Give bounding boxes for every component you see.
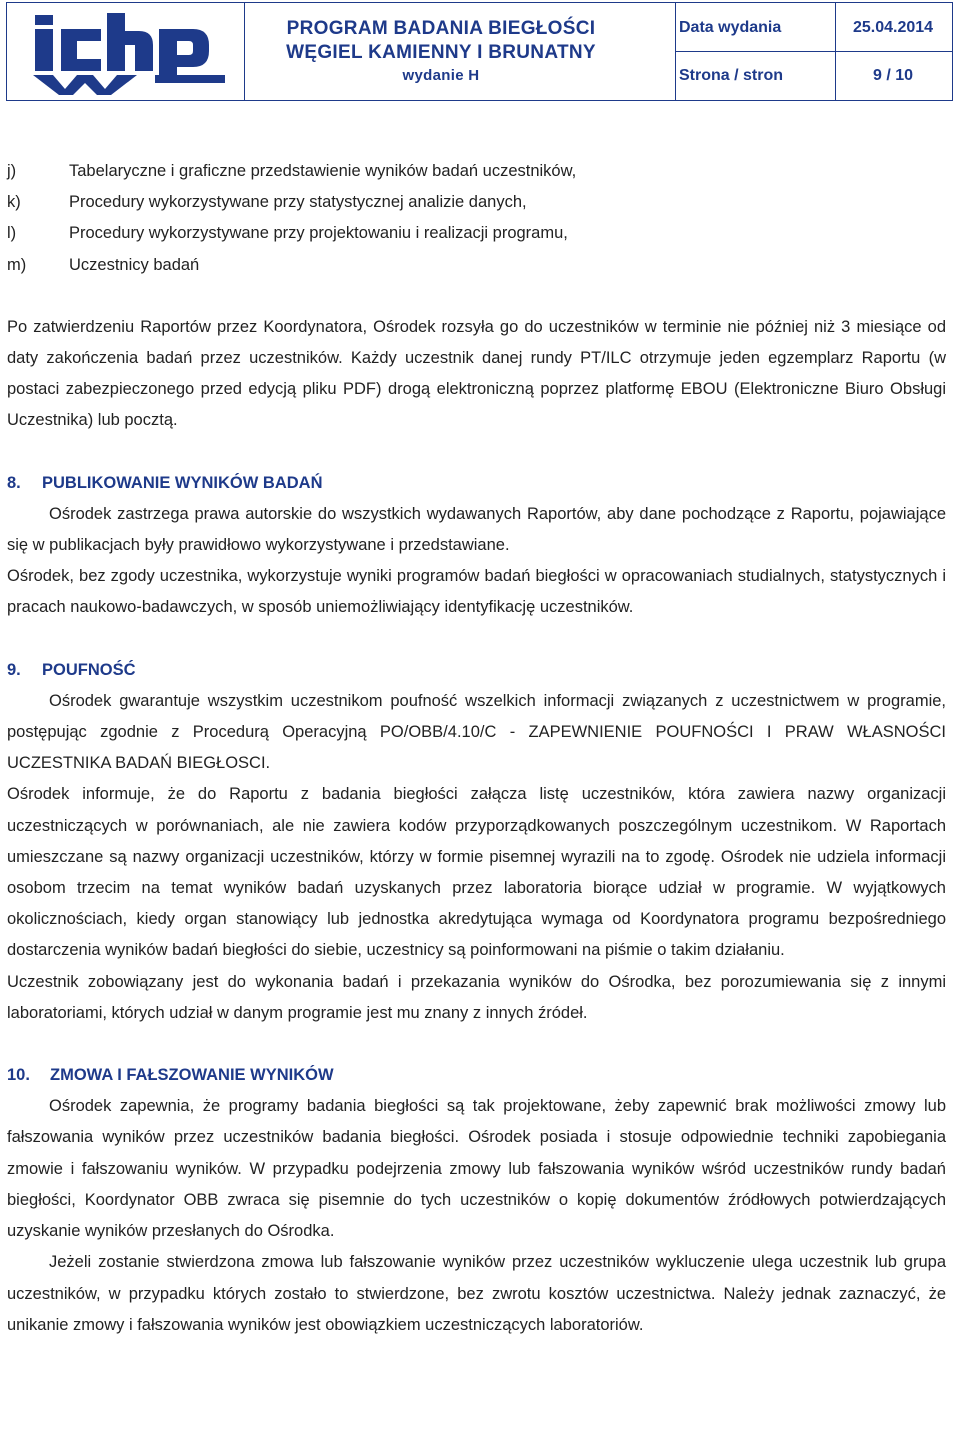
- paragraph: Uczestnik zobowiązany jest do wykonania badań i przekazania wyników do Ośrodka, bez porozumiewania się z innymi laboratoriami, których udział w danym programie jest mu znany z innych źródeł.: [7, 972, 946, 1022]
- paragraph: Ośrodek zastrzega prawa autorskie do wszystkich wydawanych Raportów, aby dane pochodzące z Raportu, pojawiające się w publikacjach były prawidłowo wykorzystywane i przedstawiane.: [7, 504, 946, 555]
- header-divider: [675, 51, 952, 52]
- document-body: [7, 156, 946, 1341]
- paragraph: Ośrodek gwarantuje wszystkim uczestnikom poufność wszelkich informacji związanych z uczestnictwem w programie, postępując zgodnie z Procedurą Operacyjną PO/OBB/4.10/C - ZAPEWNIENIE POUFNOŚCI I PRAW WŁASNOŚCI UCZESTNIKA BADAŃ BIEGŁOSCI.: [7, 691, 946, 773]
- program-title-line2: WĘGIEL KAMIENNY I BRUNATNY: [286, 42, 596, 63]
- section-title: PUBLIKOWANIE WYNIKÓW BADAŃ: [42, 473, 323, 492]
- section-number: 10.: [7, 1066, 30, 1085]
- page-label: Strona / stron: [679, 67, 784, 84]
- list-text: Uczestnicy badań: [69, 255, 200, 274]
- ichpw-logo: [15, 9, 245, 95]
- list-marker: k): [7, 193, 21, 212]
- list-marker: m): [7, 255, 27, 274]
- intro-paragraph: Po zatwierdzeniu Raportów przez Koordynatora, Ośrodek rozsyła go do uczestników w terminie nie później niż 3 miesiące od daty zakończenia badań przez uczestników. Każdy uczestnik danej rundy PT/ILC otrzymuje jeden egzemplarz Raportu (w postaci zabezpieczonego przed edycją pliku PDF) drogą elektroniczną poprzez platformę EBOU (Elektroniczne Biuro Obsługi Uczestnika) lub pocztą.: [7, 317, 946, 430]
- section-heading: [7, 1060, 946, 1091]
- page-number: 9 / 10: [873, 67, 914, 84]
- list-text: Procedury wykorzystywane przy statystycznej analizie danych,: [69, 193, 527, 212]
- paragraph: Ośrodek zapewnia, że programy badania biegłości są tak projektowane, żeby zapewnić brak możliwości zmowy lub fałszowania wyników przez uczestników badania biegłości. Ośrodek posiada i stosuje odpowiednie techniki zapobiegania zmowie i fałszowaniu wyników. W przypadku podejrzenia zmowy lub fałszowania wyników wśród uczestników rundy badań biegłości, Koordynator OBB zwraca się pisemnie do tych uczestników o kopię dokumentów źródłowych potwierdzających uzyskanie wyników przesłanych do Ośrodka.: [7, 1097, 946, 1241]
- program-title-line1: PROGRAM BADANIA BIEGŁOŚCI: [286, 18, 596, 39]
- section-title: ZMOWA I FAŁSZOWANIE WYNIKÓW: [50, 1066, 334, 1085]
- edition-label: wydanie H: [402, 67, 480, 84]
- list-item: [7, 187, 946, 218]
- paragraph: Jeżeli zostanie stwierdzona zmowa lub fałszowanie wyników przez uczestników wykluczenie ulega uczestnik lub grupa uczestników, w przypadku których zostało to stwierdzone, bez zwrotu kosztów uczestnictwa. Należy jednak zaznaczyć, że unikanie zmowy i fałszowania wyników jest obowiązkiem uczestniczących laboratoriów.: [7, 1253, 946, 1334]
- list-text: Procedury wykorzystywane przy projektowaniu i realizacji programu,: [69, 224, 568, 243]
- date-value: 25.04.2014: [853, 19, 934, 36]
- list-item: [7, 250, 946, 281]
- list-marker: l): [7, 224, 17, 243]
- paragraph: Ośrodek informuje, że do Raportu z badania biegłości załącza listę uczestników, która zawiera nazwy organizacji uczestniczących w porównaniach, ale nie zawiera kodów przyporządkowanych poszczególnym uczestnikom. W Raportach umieszczane są nazwy organizacji uczestników, którzy w formie pisemnej wyrazili na to zgodę. Ośrodek nie udziela informacji osobom trzecim na temat wyników badań uzyskanych przez laboratoria biorące udział w programie. W wyjątkowych okolicznościach, kiedy organ stanowiący lub jednostka akredytująca wymaga od Koordynatora programu bezpośredniego dostarczenia wyników badań biegłości do siebie, uczestnicy są poinformowani na piśmie o takim działaniu.: [7, 785, 946, 960]
- section-title: POUFNOŚĆ: [42, 660, 136, 679]
- section-heading: [7, 655, 946, 686]
- page-header: [6, 2, 953, 101]
- section-number: 8.: [7, 473, 21, 492]
- list-text: Tabelaryczne i graficzne przedstawienie wyników badań uczestników,: [69, 162, 577, 180]
- section-heading: [7, 468, 946, 499]
- list-item: [7, 156, 946, 187]
- section-number: 9.: [7, 660, 21, 679]
- list-item: [7, 218, 946, 249]
- list-marker: j): [7, 162, 17, 180]
- paragraph: Ośrodek, bez zgody uczestnika, wykorzystuje wyniki programów badań biegłości w opracowaniach studialnych, statystycznych i pracach naukowo-badawczych, w sposób uniemożliwiający identyfikację uczestników.: [7, 567, 946, 617]
- date-label: Data wydania: [679, 19, 782, 36]
